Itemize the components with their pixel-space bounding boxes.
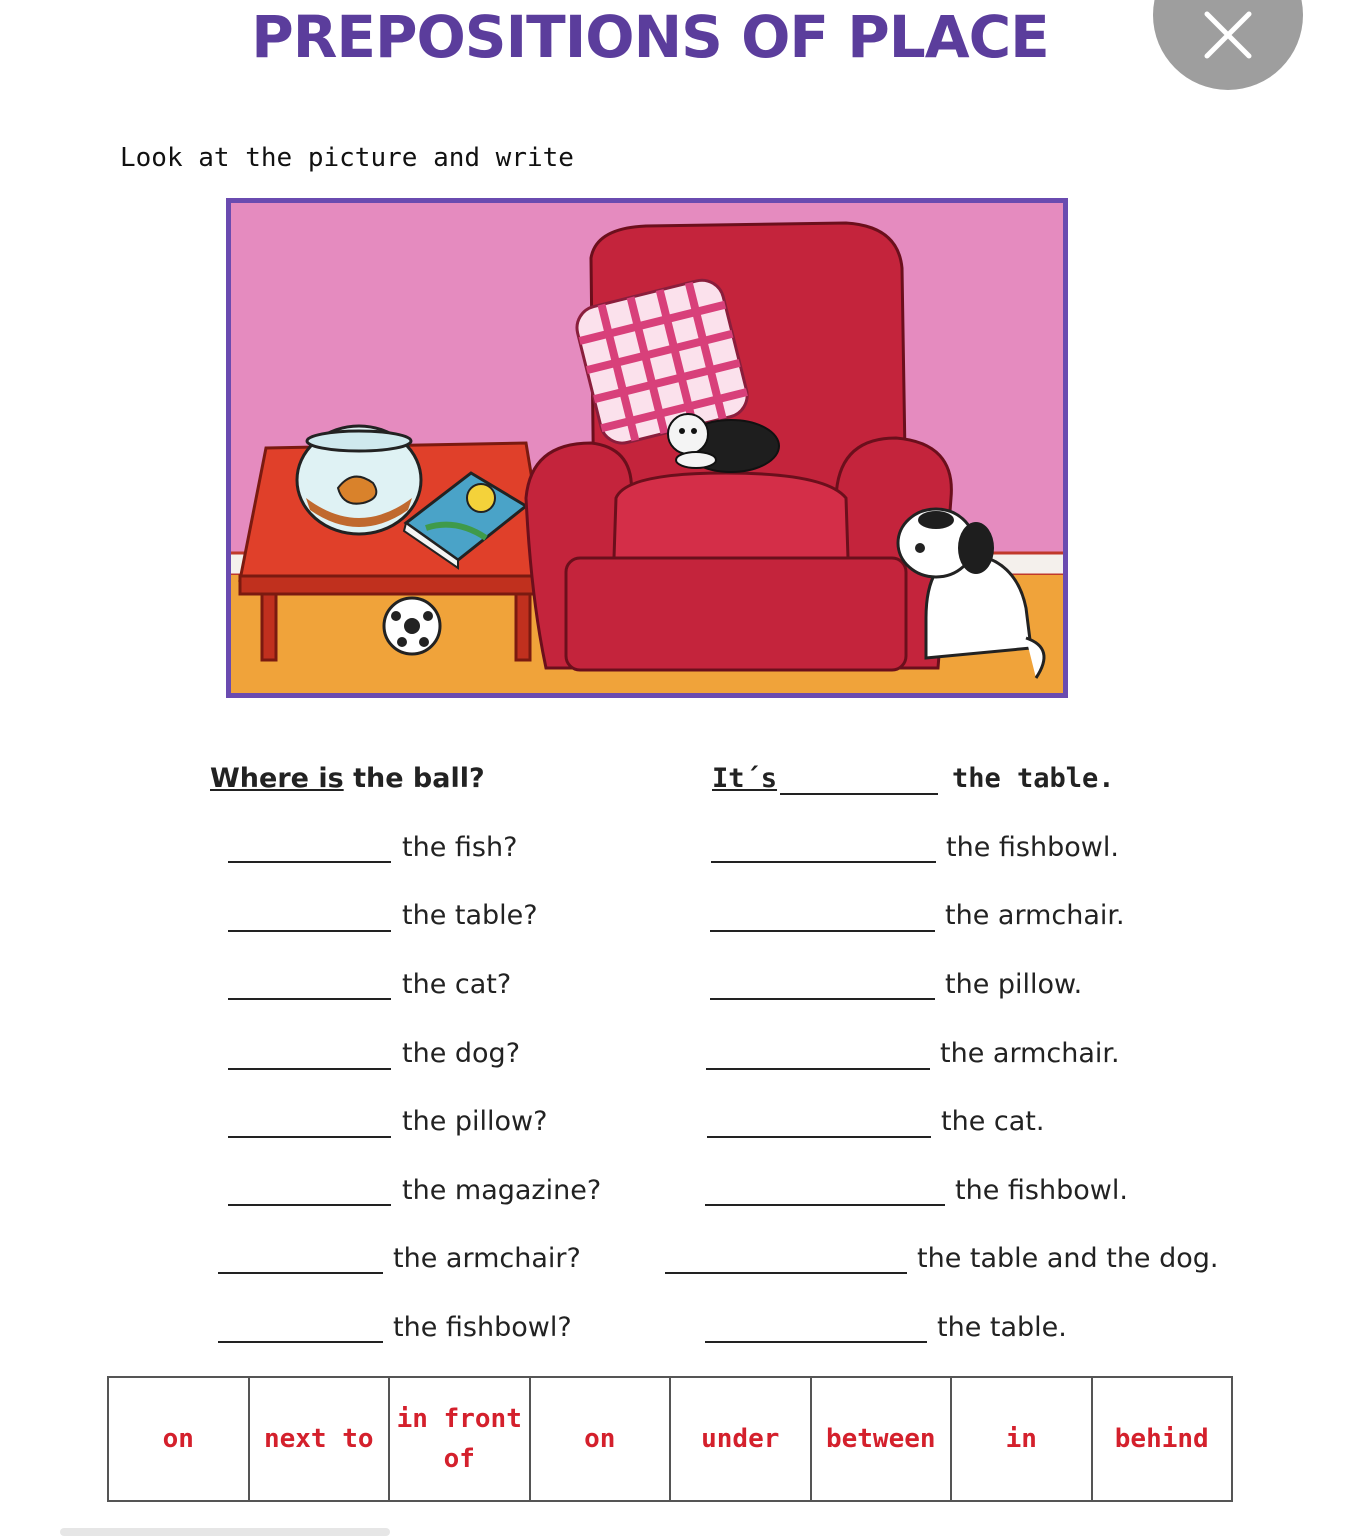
word-bank-item: in front of (389, 1377, 530, 1501)
instruction-text: Look at the picture and write (120, 143, 574, 173)
answer-blank[interactable] (711, 861, 936, 863)
ball (384, 598, 440, 654)
close-button[interactable] (1153, 0, 1303, 90)
question-text: the cat? (402, 969, 512, 1000)
word-bank-item: behind (1092, 1377, 1233, 1501)
answer-text: the fishbowl. (946, 832, 1119, 863)
word-bank-item: on (530, 1377, 671, 1501)
question-blank[interactable] (228, 998, 391, 1000)
example-answer-its: It´s (712, 763, 778, 794)
question-text: the fish? (402, 832, 518, 863)
question-blank[interactable] (228, 1204, 391, 1206)
word-bank-item: next to (249, 1377, 390, 1501)
word-bank (107, 1376, 1233, 1502)
room-illustration (226, 198, 1068, 698)
question-text: the dog? (402, 1038, 521, 1069)
scroll-indicator (60, 1528, 390, 1536)
fishbowl (297, 426, 421, 534)
answer-text: the cat. (941, 1106, 1045, 1137)
answer-blank[interactable] (710, 930, 935, 932)
question-blank[interactable] (228, 1136, 391, 1138)
question-blank[interactable] (228, 930, 391, 932)
word-bank-item: under (670, 1377, 811, 1501)
question-text: the armchair? (393, 1243, 581, 1274)
answer-blank[interactable] (707, 1136, 931, 1138)
answer-blank[interactable] (665, 1272, 907, 1274)
word-bank-item: on (108, 1377, 249, 1501)
answer-text: the table and the dog. (917, 1243, 1219, 1274)
answer-text: the fishbowl. (955, 1175, 1128, 1206)
close-icon (1153, 0, 1303, 90)
question-blank[interactable] (218, 1341, 383, 1343)
question-blank[interactable] (228, 1068, 391, 1070)
answer-text: the armchair. (945, 900, 1125, 931)
answer-blank[interactable] (710, 998, 935, 1000)
example-answer-rest: the table. (952, 763, 1115, 794)
question-text: the table? (402, 900, 538, 931)
example-question: Where is the ball? (210, 763, 485, 794)
page-title: PREPOSITIONS OF PLACE (251, 3, 1049, 71)
question-blank[interactable] (218, 1272, 383, 1274)
word-bank-item: between (811, 1377, 952, 1501)
question-text: the magazine? (402, 1175, 602, 1206)
answer-text: the table. (937, 1312, 1067, 1343)
answer-text: the pillow. (945, 969, 1083, 1000)
answer-blank[interactable] (705, 1341, 927, 1343)
answer-blank[interactable] (705, 1204, 945, 1206)
answer-text: the armchair. (940, 1038, 1120, 1069)
question-text: the pillow? (402, 1106, 548, 1137)
question-text: the fishbowl? (393, 1312, 572, 1343)
example-answer-blank[interactable] (780, 793, 938, 795)
question-blank[interactable] (228, 861, 391, 863)
word-bank-item: in (951, 1377, 1092, 1501)
answer-blank[interactable] (706, 1068, 930, 1070)
